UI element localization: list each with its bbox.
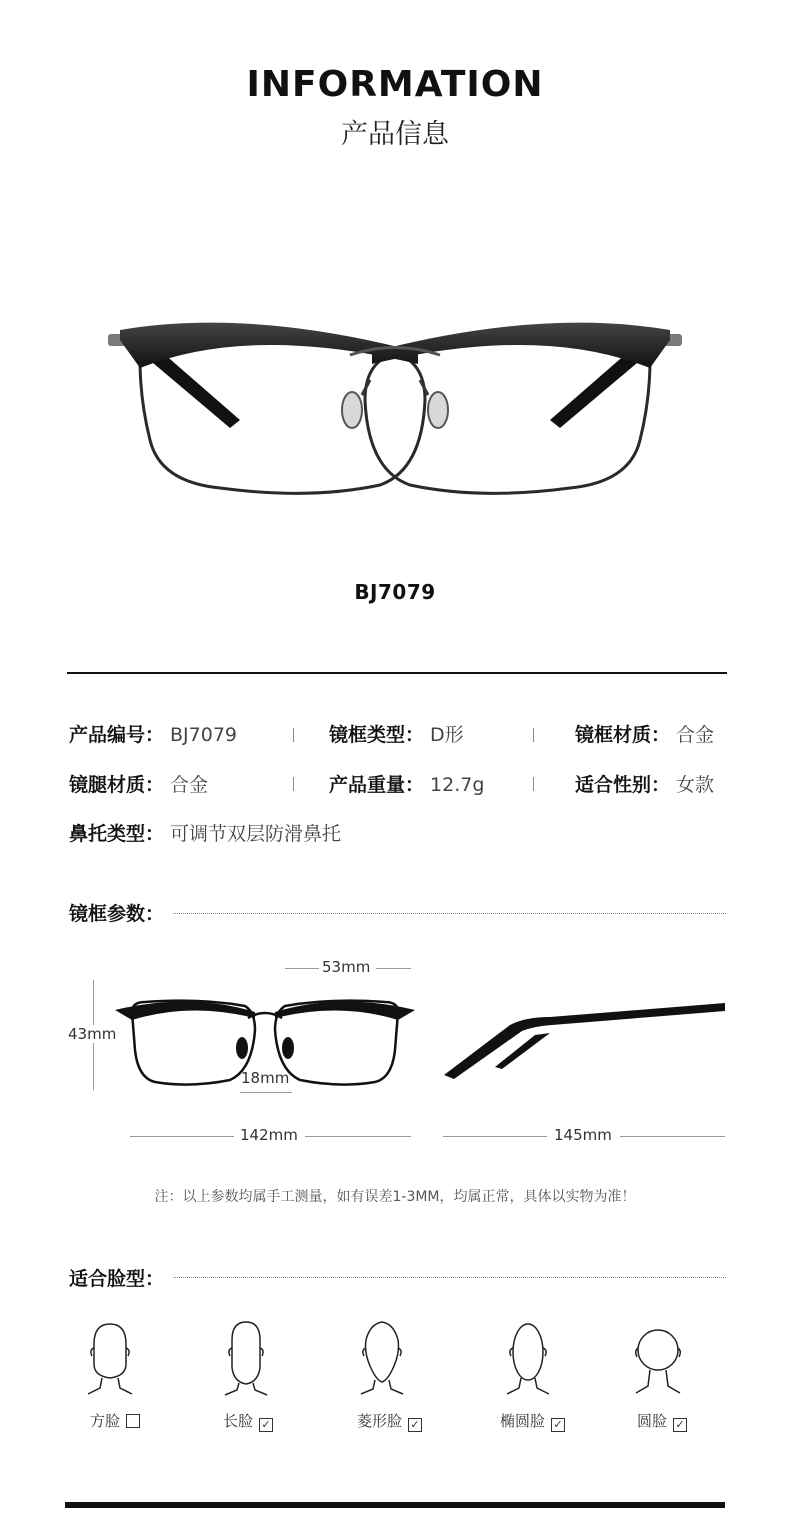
spec-key: 适合性别： <box>575 774 671 796</box>
oval-face-icon <box>504 1318 552 1396</box>
dimension-line <box>240 1092 292 1093</box>
spec-key: 产品编号： <box>69 724 165 746</box>
dimension-line <box>443 1136 547 1137</box>
spec-value: BJ7079 <box>170 724 238 746</box>
spec-key: 镜框材质： <box>575 724 671 746</box>
face-option-round <box>637 1410 687 1432</box>
face-label: 方脸 <box>90 1412 121 1430</box>
square-face-icon <box>86 1318 134 1396</box>
diamond-face-icon <box>358 1318 406 1396</box>
separator <box>293 777 294 791</box>
spec-nose-pad <box>69 819 341 846</box>
spec-value: 12.7g <box>430 774 485 796</box>
footer-bar <box>65 1502 725 1508</box>
face-label: 菱形脸 <box>357 1412 403 1430</box>
temple-side-diagram <box>440 995 730 1085</box>
round-face-icon <box>634 1318 682 1396</box>
spec-value: 女款 <box>676 774 715 796</box>
separator <box>533 777 534 791</box>
long-face-icon <box>222 1318 270 1396</box>
title-chinese: 产品信息 <box>341 119 449 150</box>
checkbox: ✓ <box>259 1418 273 1432</box>
title-english: INFORMATION <box>246 64 544 105</box>
spec-value: 可调节双层防滑鼻托 <box>170 823 342 845</box>
spec-key: 镜框类型： <box>329 724 425 746</box>
spec-code <box>69 720 237 747</box>
spec-key: 产品重量： <box>329 774 425 796</box>
spec-frame-material <box>575 720 714 747</box>
spec-key: 镜腿材质： <box>69 774 165 796</box>
frame-width-label: 142mm <box>240 1126 298 1144</box>
glasses-product-image <box>100 300 690 510</box>
dimension-line <box>376 968 411 969</box>
lens-height-label: 43mm <box>68 1025 117 1043</box>
dimension-line <box>285 968 319 969</box>
model-number: BJ7079 <box>354 580 436 604</box>
checkbox: ✓ <box>673 1418 687 1432</box>
temple-length-label: 145mm <box>554 1126 612 1144</box>
lens-width-label: 53mm <box>322 958 371 976</box>
dotted-leader <box>173 913 726 914</box>
dimension-line <box>305 1136 411 1137</box>
spec-frame-type <box>329 720 464 747</box>
face-label: 长脸 <box>223 1412 254 1430</box>
divider-line <box>67 672 727 674</box>
separator <box>293 728 294 742</box>
spec-temple-material <box>69 770 208 797</box>
face-label: 圆脸 <box>637 1412 668 1430</box>
bridge-label: 18mm <box>241 1069 290 1087</box>
spec-value: 合金 <box>676 724 715 746</box>
measurement-note: 注：以上参数均属手工测量，如有误差1-3MM，均属正常，具体以实物为准！ <box>154 1189 636 1205</box>
checkbox: ✓ <box>551 1418 565 1432</box>
spec-gender <box>575 770 714 797</box>
dotted-leader <box>173 1277 726 1278</box>
spec-value: 合金 <box>170 774 209 796</box>
dimension-line <box>620 1136 725 1137</box>
face-option-long <box>223 1410 273 1432</box>
dimension-line <box>130 1136 234 1137</box>
separator <box>533 728 534 742</box>
face-label: 椭圆脸 <box>500 1412 546 1430</box>
spec-weight <box>329 770 484 797</box>
section-title-frame-params: 镜框参数： <box>69 903 165 925</box>
face-option-diamond <box>357 1410 422 1432</box>
spec-key: 鼻托类型： <box>69 823 165 845</box>
spec-value: D形 <box>430 724 464 746</box>
face-option-oval <box>500 1410 565 1432</box>
checkbox: ✓ <box>408 1418 422 1432</box>
checkbox <box>126 1414 140 1428</box>
section-title-face-shapes: 适合脸型： <box>69 1268 165 1290</box>
face-option-square <box>90 1410 140 1431</box>
